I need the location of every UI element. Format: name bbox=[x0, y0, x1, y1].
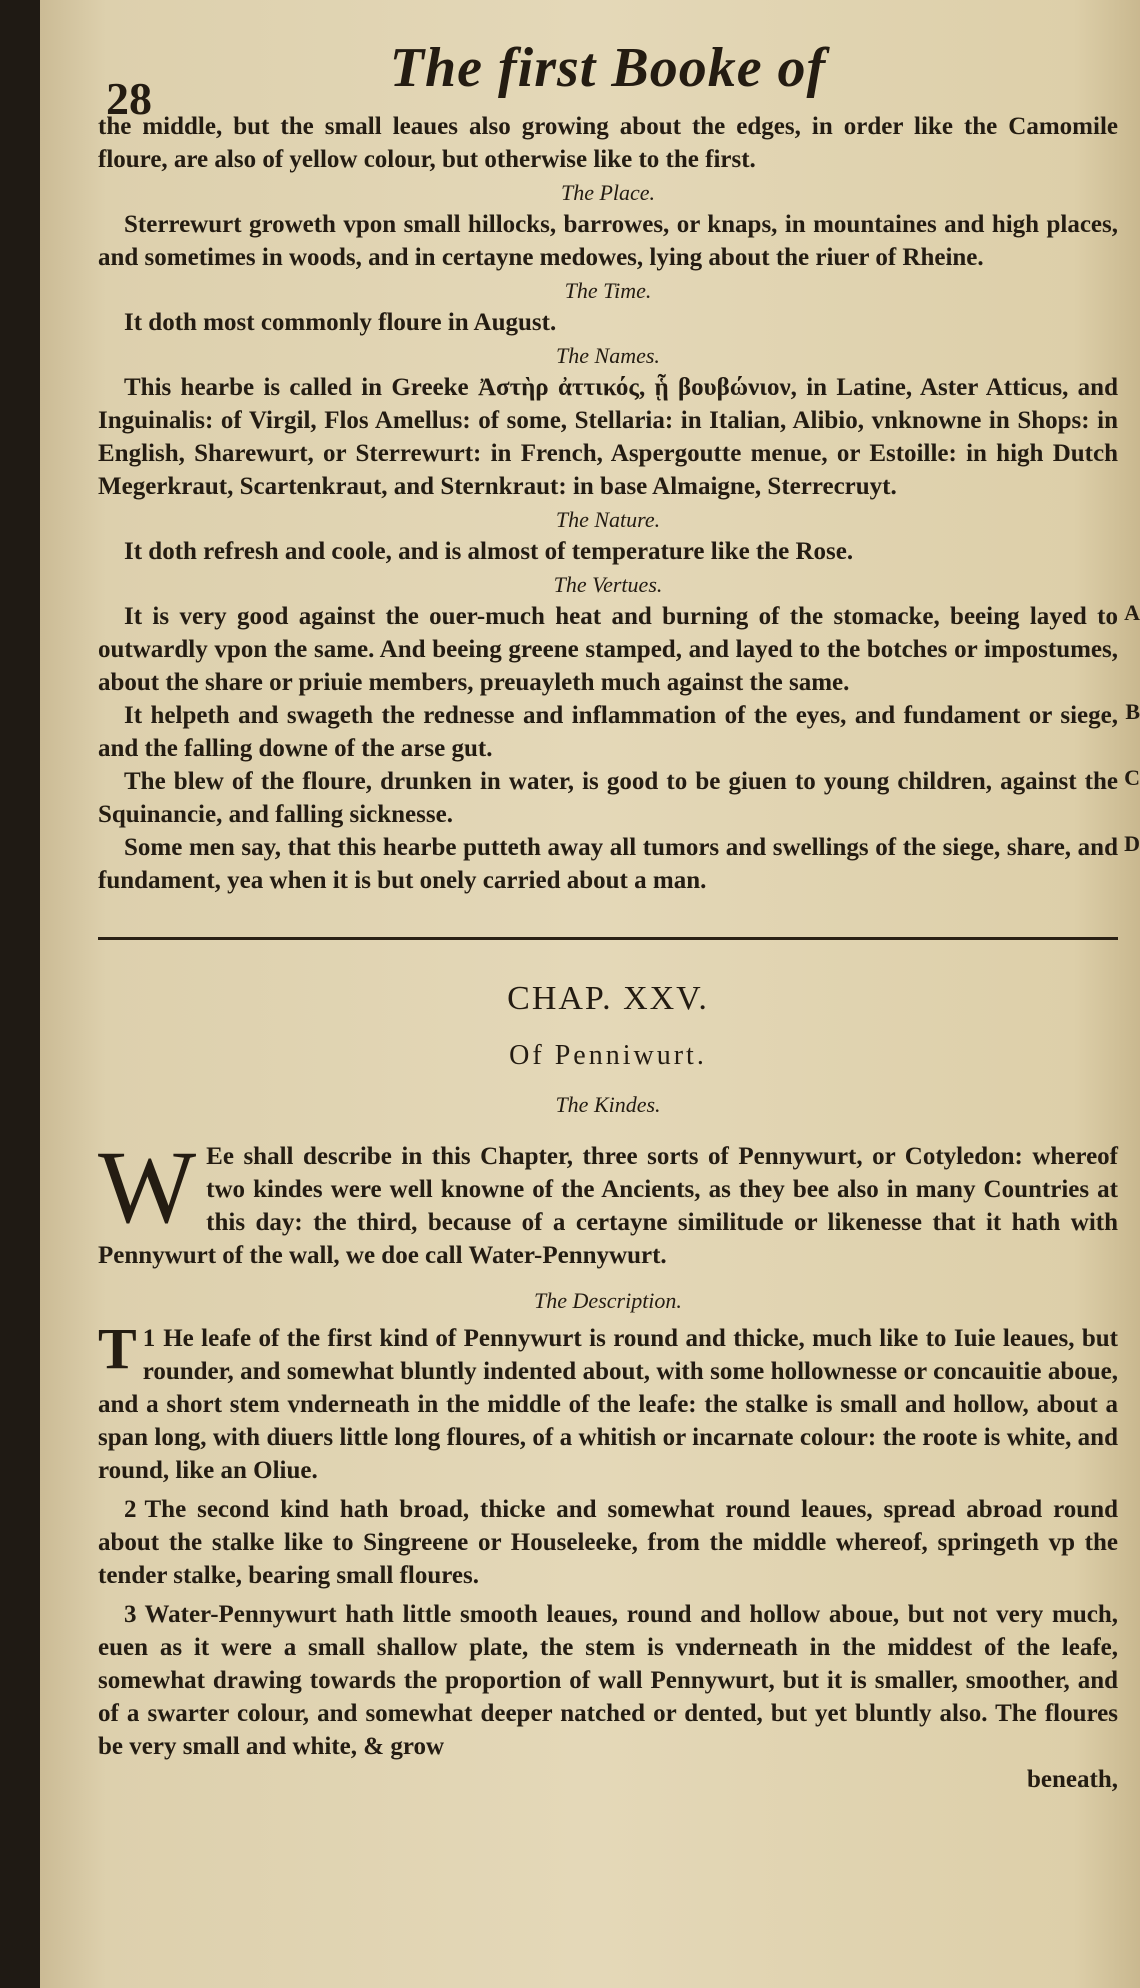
vertues-heading: The Vertues. bbox=[553, 572, 663, 597]
kinds-paragraph bbox=[98, 1130, 1118, 1272]
margin-letter: D bbox=[1124, 831, 1140, 856]
margin-letter: C bbox=[1124, 765, 1140, 790]
vertue-paragraph bbox=[98, 831, 1140, 897]
item-number: 1 bbox=[142, 1325, 156, 1352]
vertue-paragraph bbox=[98, 765, 1140, 831]
nature-heading: The Nature. bbox=[555, 507, 661, 532]
vertue-text: It is very good against the ouer-much heat and burning of the stomacke, beeing layed to outwardly vpon the same. And beeing greene stamped, and layed to the botches or impostumes, about the share or priuie members, preuayleth much against the same. bbox=[98, 603, 1118, 696]
names-heading: The Names. bbox=[556, 343, 660, 368]
names-text: This hearbe is called in Greeke Ἀστὴρ ἀττικός, ᾗ βουβώνιον, in Latine, Aster Atticus, and Inguinalis: of Virgil, Flos Amellus: of some, Stellaria: in Italian, Alibio, vnknowne in Shops: in English, Sharewurt, or Sterrewurt: in French, Aspergoutte menue, or Estoille: in high Dutch Megerkraut, Scartenkraut, and Sternkraut: in base Almaigne, Sterrecruyt. bbox=[98, 374, 1118, 500]
vertue-text: It helpeth and swageth the rednesse and inflammation of the eyes, and fundament or siege, and the falling downe of the arse gut. bbox=[98, 702, 1118, 762]
margin-letter: A bbox=[1124, 600, 1140, 625]
vertue-paragraph bbox=[98, 600, 1140, 699]
time-heading: The Time. bbox=[564, 278, 652, 303]
section-divider bbox=[98, 937, 1118, 940]
continued-paragraph: the middle, but the small leaues also growing about the edges, in order like the Camomile floure, are also of yellow colour, but otherwise like to the first. bbox=[98, 113, 1118, 173]
page-number: 28 bbox=[106, 73, 152, 124]
time-text: It doth most commonly floure in August. bbox=[124, 309, 557, 336]
item-text: He leafe of the first kind of Pennywurt is round and thicke, much like to Iuie leaues, but rounder, and somewhat bluntly indented about, with some hollownesse or concauitie aboue, and a short stem vnderneath in the middle of the leafe: the stalke is small and hollow, about a span long, with diuers little long floures, of a whitish or incarnate colour: the roote is white, and round, like an Oliue. bbox=[98, 1325, 1118, 1484]
page-header bbox=[98, 30, 1118, 124]
drop-cap: W bbox=[98, 1130, 197, 1245]
description-heading: The Description. bbox=[534, 1288, 682, 1313]
item-number: 3 bbox=[124, 1601, 137, 1628]
vertue-text: Some men say, that this hearbe putteth away all tumors and swellings of the siege, share, and fundament, yea when it is but onely carried about a man. bbox=[98, 834, 1118, 894]
kinds-heading: The Kindes. bbox=[555, 1092, 661, 1117]
kinds-text: Ee shall describe in this Chapter, three sorts of Pennywurt, or Cotyledon: whereof two kindes were well knowne of the Ancients, as they bee also in many Countries at this day: the third, because of a certayne similitude or likenesse that it hath with Pennywurt of the wall, we doe call Water-Pennywurt. bbox=[98, 1143, 1118, 1269]
page-content bbox=[98, 30, 1140, 1796]
place-heading: The Place. bbox=[560, 180, 656, 205]
drop-cap: T bbox=[98, 1316, 137, 1381]
vertue-paragraph bbox=[98, 699, 1140, 765]
nature-text: It doth refresh and coole, and is almost of temperature like the Rose. bbox=[124, 538, 854, 565]
book-page bbox=[40, 0, 1140, 1988]
margin-letter: B bbox=[1125, 699, 1140, 724]
description-item bbox=[98, 1598, 1118, 1763]
vertue-text: The blew of the floure, drunken in water, is good to be giuen to young children, against the Squinancie, and falling sicknesse. bbox=[98, 768, 1118, 828]
item-text: Water-Pennywurt hath little smooth leaues, round and hollow aboue, but not very much, euen as it were a small shallow plate, the stem is vnderneath in the middest of the leafe, somewhat drawing towards the proportion of wall Pennywurt, but it is smaller, smoother, and of a swarter colour, and somewhat deeper natched or dented, but yet bluntly also. The floures be very small and white, & grow bbox=[98, 1601, 1118, 1760]
place-text: Sterrewurt groweth vpon small hillocks, barrowes, or knaps, in mountaines and high places, and sometimes in woods, and in certayne medowes, lying about the riuer of Rheine. bbox=[98, 211, 1118, 271]
chapter-title: Of Penniwurt. bbox=[509, 1040, 707, 1071]
chapter-number: CHAP. XXV. bbox=[507, 980, 709, 1017]
catchword: beneath, bbox=[1027, 1766, 1118, 1793]
description-item bbox=[98, 1493, 1118, 1592]
description-item bbox=[98, 1316, 1118, 1487]
running-title: The first Booke of bbox=[389, 37, 827, 99]
item-text: The second kind hath broad, thicke and somewhat round leaues, spread abroad round about the stalke like to Singreene or Houseleeke, from the middle whereof, springeth vp the tender stalke, bearing small floures. bbox=[98, 1496, 1118, 1589]
item-number: 2 bbox=[124, 1496, 137, 1523]
